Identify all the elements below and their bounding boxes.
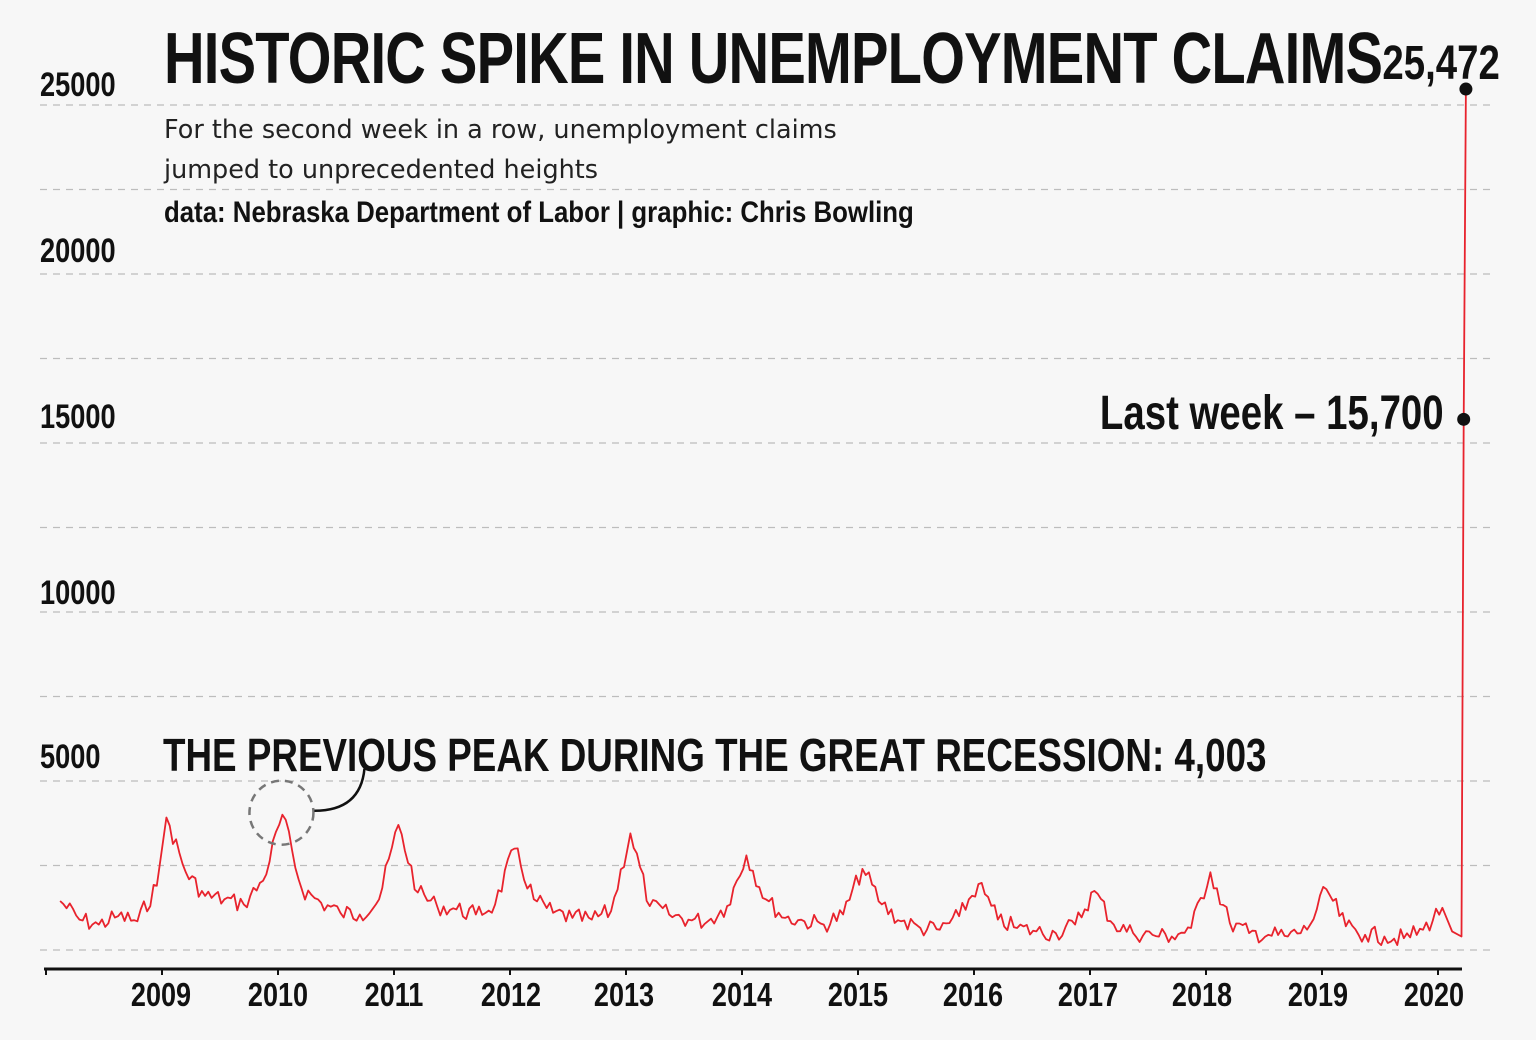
y-tick-label: 5000	[40, 738, 101, 776]
chart-title: HISTORIC SPIKE IN UNEMPLOYMENT CLAIMS	[164, 19, 1383, 99]
last-week-label: Last week – 15,700	[1100, 387, 1444, 440]
chart-header	[164, 18, 1536, 230]
y-tick-label: 20000	[40, 232, 116, 270]
data-point-marker	[1457, 413, 1470, 426]
y-tick-label: 10000	[40, 574, 116, 612]
x-tick-label: 2012	[480, 976, 542, 1013]
x-tick-label: 2010	[247, 976, 309, 1013]
x-tick-label: 2015	[827, 976, 889, 1013]
x-tick-label: 2019	[1287, 976, 1349, 1013]
chart-subtitle: For the second week in a row, unemployment claims jumped to unprecedented heights	[164, 115, 837, 185]
chart-source: data: Nebraska Department of Labor | graphic: Chris Bowling	[164, 196, 914, 229]
previous-peak-highlight	[249, 781, 313, 845]
x-tick-label: 2016	[942, 976, 1004, 1013]
previous-peak-label: THE PREVIOUS PEAK DURING THE GREAT RECESSION: 4,003	[163, 729, 1267, 781]
x-tick-label: 2014	[711, 976, 773, 1013]
x-tick-label: 2013	[593, 976, 655, 1013]
y-tick-label: 15000	[40, 398, 116, 436]
x-tick-label: 2017	[1057, 976, 1119, 1013]
x-tick-label: 2018	[1171, 976, 1233, 1013]
x-tick-label: 2009	[130, 976, 192, 1013]
x-tick-label: 2011	[364, 976, 424, 1013]
y-tick-label: 25000	[40, 66, 116, 104]
x-tick-label: 2020	[1403, 976, 1465, 1013]
peak-value-label: 25,472	[1382, 37, 1500, 90]
